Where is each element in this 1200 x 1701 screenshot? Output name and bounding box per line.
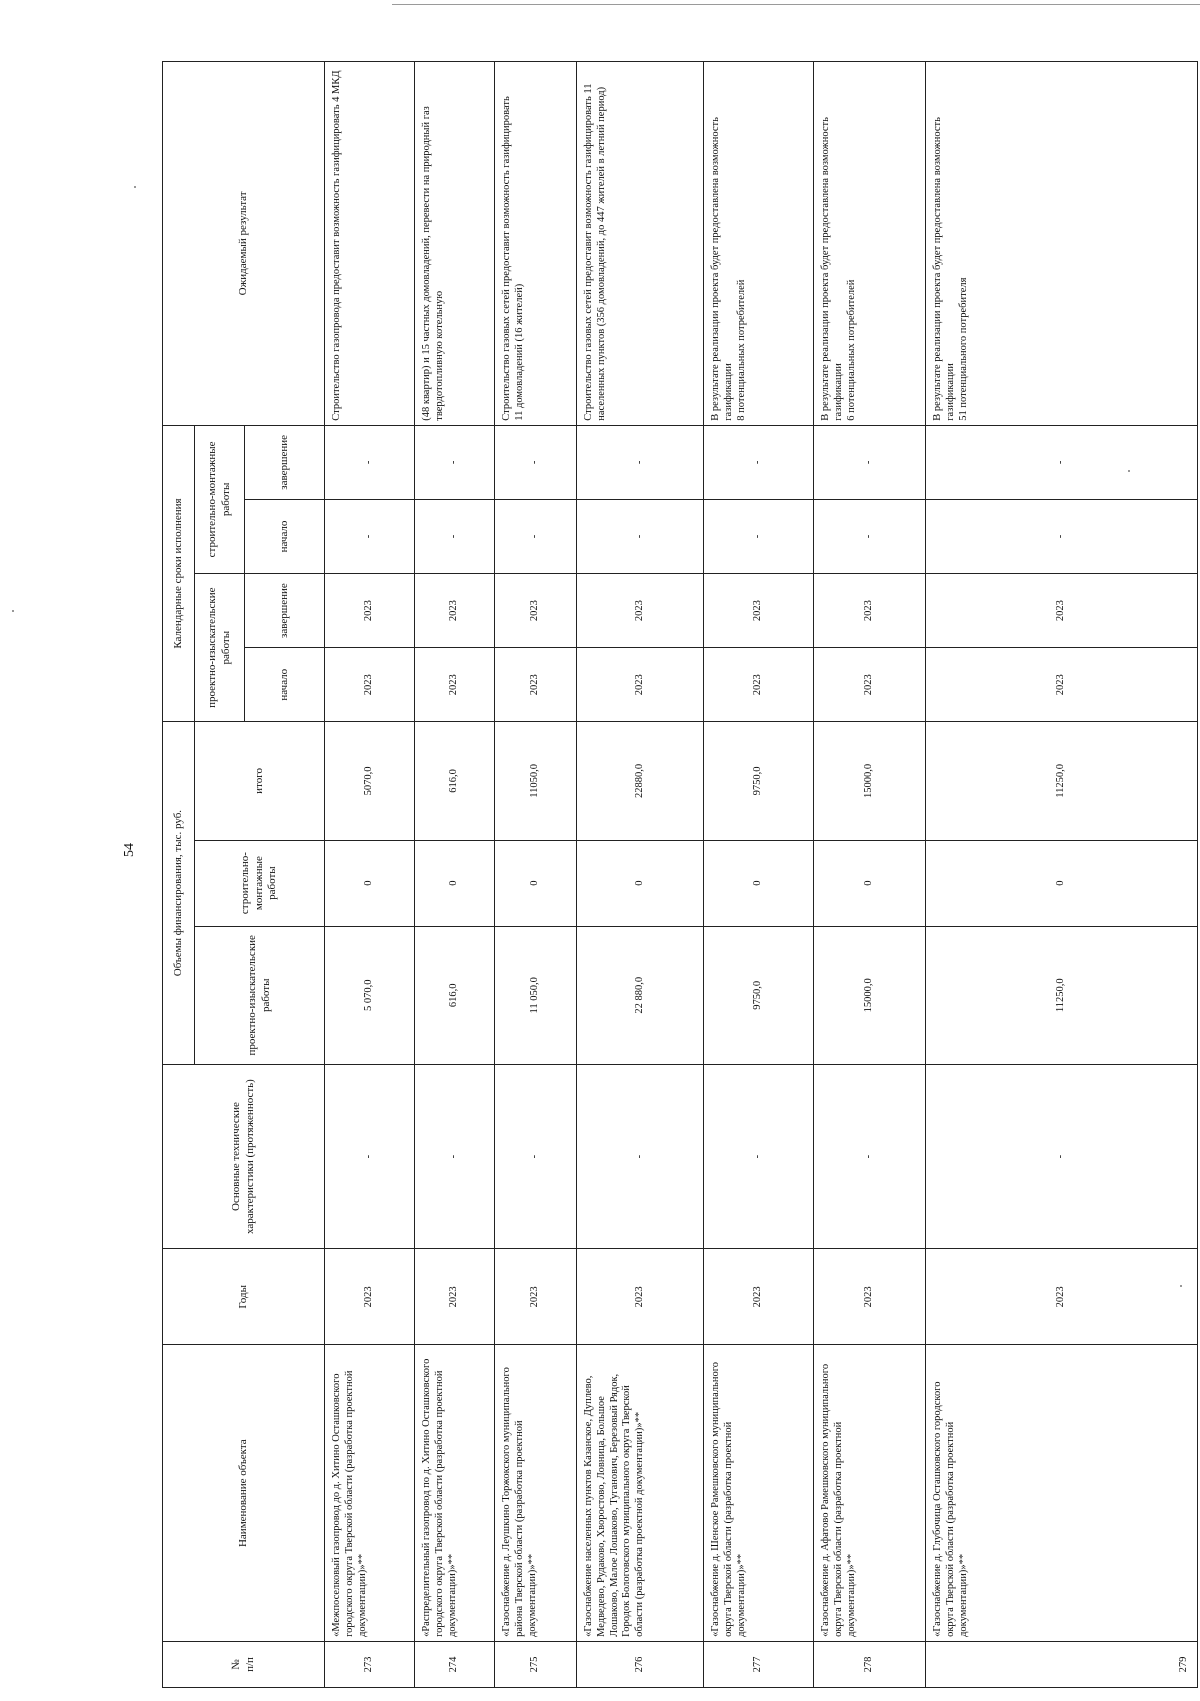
construction-start: - [577,499,704,573]
design-cost: 5 070,0 [325,926,415,1064]
technical-characteristics: - [814,1064,926,1248]
design-end: 2023 [325,574,415,648]
technical-characteristics: - [926,1064,1198,1248]
header-expected-result: Ожидаемый результат [163,62,325,426]
design-end: 2023 [704,574,814,648]
construction-start: - [495,499,577,573]
design-end: 2023 [814,574,926,648]
header-design-start: начало [245,648,325,722]
header-construction-end: завершение [245,425,325,499]
construction-end: - [577,425,704,499]
technical-characteristics: - [415,1064,495,1248]
scan-speck [12,610,14,612]
design-cost: 22 880,0 [577,926,704,1064]
table-row [814,62,926,1688]
construction-cost: 0 [926,840,1198,926]
year: 2023 [577,1249,704,1345]
year: 2023 [704,1249,814,1345]
design-start: 2023 [577,648,704,722]
table-row [704,62,814,1688]
construction-start: - [704,499,814,573]
technical-characteristics: - [704,1064,814,1248]
row-number: 275 [495,1641,577,1687]
construction-end: - [325,425,415,499]
header-years: Годы [163,1249,325,1345]
table-row [415,62,495,1688]
gasification-objects-table [162,61,1198,1688]
design-start: 2023 [415,648,495,722]
design-end: 2023 [577,574,704,648]
row-number: 278 [814,1641,926,1687]
construction-start: - [814,499,926,573]
expected-result [704,62,814,426]
header-funding-total: итого [195,722,325,840]
construction-cost: 0 [495,840,577,926]
result-line: В результате реализации проекта будет предоставлена возможность газификации [932,117,956,421]
row-number: 277 [704,1641,814,1687]
construction-end: - [704,425,814,499]
header-object-name: Наименование объекта [163,1345,325,1642]
object-name: «Газоснабжение д. Шенское Рамешковского муниципального округа Тверской области (разработка проектной документации)»** [704,1345,814,1642]
year: 2023 [495,1249,577,1345]
row-number: 274 [415,1641,495,1687]
year: 2023 [926,1249,1198,1345]
result-line: В результате реализации проекта будет предоставлена возможность газификации [820,117,844,421]
result-line: (48 квартир) и 15 частных домовладений, перевести на природный газ твердотопливную котельную [421,106,445,421]
row-number: 276 [577,1641,704,1687]
construction-cost: 0 [577,840,704,926]
header-design-end: завершение [245,574,325,648]
technical-characteristics: - [577,1064,704,1248]
result-line: 51 потенциального потребителя [957,277,969,421]
construction-start: - [926,499,1198,573]
header-funding-construction: строительно-монтажные работы [195,840,325,926]
construction-end: - [814,425,926,499]
header-number: № п/п [163,1641,325,1687]
design-start: 2023 [814,648,926,722]
technical-characteristics: - [325,1064,415,1248]
total-cost: 616,0 [415,722,495,840]
header-funding-design: проектно-изыскательские работы [195,926,325,1064]
total-cost: 11050,0 [495,722,577,840]
table-row [325,62,415,1688]
result-line: Строительство газовых сетей предоставит возможность газифицировать 11 населенных пунктов (356 домовладений, до 447 жителей в летний период) [583,83,607,421]
header-construction-start: начало [245,499,325,573]
design-start: 2023 [325,648,415,722]
construction-end: - [926,425,1198,499]
object-name: «Газоснабжение д. Афатово Рамешковского муниципального округа Тверской области (разработка проектной документации)»** [814,1345,926,1642]
header-schedule: Календарные сроки исполнения [163,425,195,722]
header-funding: Объемы финансирования, тыс. руб. [163,722,195,1065]
row-number: 279 [926,1641,1198,1687]
header-schedule-design: проектно-изыскательские работы [195,574,245,722]
expected-result [814,62,926,426]
construction-start: - [325,499,415,573]
construction-cost: 0 [814,840,926,926]
year: 2023 [415,1249,495,1345]
page-number: 54 [122,843,137,857]
construction-end: - [415,425,495,499]
design-cost: 11 050,0 [495,926,577,1064]
construction-cost: 0 [415,840,495,926]
expected-result [415,62,495,426]
header-schedule-construction: строительно-монтажные работы [195,425,245,573]
result-line: 6 потенциальных потребителей [845,279,857,421]
construction-cost: 0 [325,840,415,926]
expected-result [325,62,415,426]
total-cost: 9750,0 [704,722,814,840]
design-cost: 616,0 [415,926,495,1064]
design-start: 2023 [704,648,814,722]
expected-result [495,62,577,426]
technical-characteristics: - [495,1064,577,1248]
total-cost: 11250,0 [926,722,1198,840]
construction-start: - [415,499,495,573]
total-cost: 5070,0 [325,722,415,840]
rotated-table-wrapper [162,61,1197,1688]
object-name: «Газоснабжение д. Глубочица Осташковского городского округа Тверской области (разработка проектной документации)»** [926,1345,1198,1642]
construction-end: - [495,425,577,499]
object-name: «Газоснабжение населенных пунктов Казанское, Дуплево, Медведево, Рудаково, Хворостово, Ловница, Большое Лошаково, Малое Лошаково, Туганович, Березовый Рядок, Городок Бологовского муниципального округа Тверской области (разработка проектной документации)»** [577,1345,704,1642]
year: 2023 [325,1249,415,1345]
design-end: 2023 [415,574,495,648]
total-cost: 15000,0 [814,722,926,840]
scan-speck [134,186,136,188]
object-name: «Распределительный газопровод по д. Хитино Осташковского городского округа Тверской области (разработка проектной документации)»** [415,1345,495,1642]
design-start: 2023 [926,648,1198,722]
result-line: В результате реализации проекта будет предоставлена возможность газификации [710,117,734,421]
result-line: 11 домовладений (16 жителей) [513,283,525,421]
result-line: Строительство газопровода предоставит возможность газифицировать 4 МКД [331,70,342,421]
design-end: 2023 [495,574,577,648]
table-row [577,62,704,1688]
design-cost: 9750,0 [704,926,814,1064]
expected-result [926,62,1198,426]
header-technical-characteristics: Основные технические характеристики (протяженность) [163,1064,325,1248]
design-cost: 11250,0 [926,926,1198,1064]
construction-cost: 0 [704,840,814,926]
table-row [495,62,577,1688]
result-line: Строительство газовых сетей предоставит возможность газифицировать [501,96,512,421]
scan-edge-line [392,4,1200,5]
year: 2023 [814,1249,926,1345]
row-number: 273 [325,1641,415,1687]
design-end: 2023 [926,574,1198,648]
object-name: «Газоснабжение д. Леушкино Торжокского муниципального района Тверской области (разработка проектной документации)»** [495,1345,577,1642]
result-line: 8 потенциальных потребителей [735,279,747,421]
object-name: «Межпоселковый газопровод до д. Хитино Осташковского городского округа Тверской области (разработка проектной документации)»** [325,1345,415,1642]
expected-result [577,62,704,426]
total-cost: 22880,0 [577,722,704,840]
design-cost: 15000,0 [814,926,926,1064]
table-row [926,62,1198,1688]
design-start: 2023 [495,648,577,722]
